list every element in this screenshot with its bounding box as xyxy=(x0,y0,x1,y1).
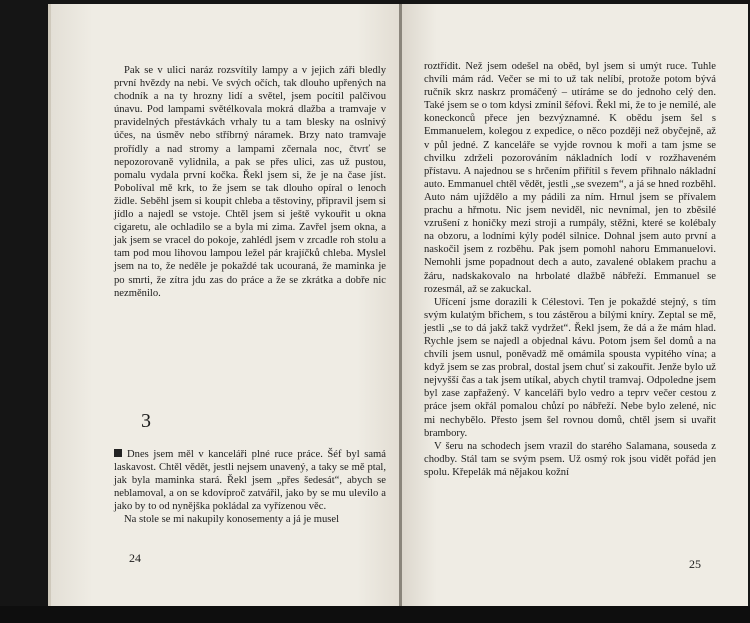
paragraph: Na stole se mi nakupily konosementy a já je musel xyxy=(124,514,340,526)
paragraph-text: Dnes jsem měl v kanceláři plné ruce práce. Šéf byl samá laskavost. Chtěl vědět, jestli nejsem unavený, a taky se mě ptal, jak byla maminka stará. Řekl jsem „přes šedesát“, abych se neblamoval, a on se kdovíproč zatvářil, jako by se mu ulevilo a jako by to od nynějška pokládal za vyřízenou věc. xyxy=(114,449,386,513)
paragraph: V šeru na schodech jsem vrazil do starého Salamana, souseda z chodby. Stál tam se svým psem. Už osmý rok jsou vidět pořád jen spolu. Křepelák má nějakou kožní xyxy=(424,440,716,478)
paragraph: Uřícení jsme dorazili k Célestovi. Ten je pokaždé stejný, s tím svým kulatým břichem, s tou zástěrou a bílými kníry. Zeptal se mě, jestli „se to dá jakž takž vydržet“. Řekl jsem, že dá a že mám hlad. Rychle jsem se najedl a objednal kávu. Potom jsem šel domů a na chvíli jsem usnul, poněvadž mě omámila spousta vypitého vína; a když jsem se zas probral, dostal jsem chuť si zakouřit. Jenže bylo už nejvyšší čas a tak jsem utíkal, abych chytil tramvaj. Odpoledne jsem byl zase zapřažený. V kanceláři bylo vedro a teprv večer cestou z práce jsem okřál pomalou chůzí po nábřeží. Nebe bylo zelené, nic mi nechybělo. Přesto jsem šel rovnou domů, chtěl jsem si uvařit brambory. xyxy=(424,296,716,439)
left-page-bottom-text xyxy=(114,448,386,527)
chapter-number: 3 xyxy=(141,410,151,432)
left-page-top-text xyxy=(114,64,386,300)
right-page-text xyxy=(424,60,716,479)
paragraph-start xyxy=(114,448,386,513)
book-spread xyxy=(48,4,748,606)
page-number-right: 25 xyxy=(689,557,701,571)
section-marker-icon xyxy=(114,449,122,457)
background-surface xyxy=(0,606,750,623)
paragraph: Pak se v ulici naráz rozsvítily lampy a v jejich záři bledly první hvězdy na nebi. Ve svých očích, tak dlouho upřených na chodník a na ty hrozny lidí a světel, jsem pocítil palčivou únavu. Pod lampami světélkovala mokrá dlažba a tramvaje v pravidelných přestávkách vrhaly tu a tam blesky na oslnivý účes, na úsměv nebo stříbrný náramek. Brzy nato tramvaje prořídly a nad stromy a lampami zčernala noc, čtvrť se nepozorovaně vylidnila, a pak se přes ulici, zas už pustou, pomalu vydala první kočka. Řekl jsem si, že je na čase jíst. Pobolíval mě krk, to že jsem se tak dlouho opíral o lenoch židle. Seběhl jsem si koupit chleba a těstoviny, připravil jsem si jídlo a najedl se vstoje. Chtěl jsem si ještě vykouřit u okna cigaretu, ale ochladilo se a byla mi zima. Zavřel jsem okna, a jak jsem se vracel do pokoje, zahlédl jsem v zrcadle roh stolu a tam pod mou lihovou lampou ležel pár krajíčků chleba. Myslel jsem na to, že neděle je pokaždé tak ucouraná, že maminka je po smrti, že zítra jdu zas do práce a že se zkrátka a dobře nic nezměnilo. xyxy=(114,65,386,299)
page-number-left: 24 xyxy=(129,551,141,565)
left-page xyxy=(48,4,399,606)
paragraph: roztřídit. Než jsem odešel na oběd, byl jsem si umýt ruce. Tuhle chvíli mám rád. Večer se mi to už tak nelíbí, protože potom bývá ručník skrz naskrz promáčený – utíráme se do jednoho celý den. Také jsem se o tom kdysi zmínil šéfovi. Řekl mi, že to je nemilé, ale koneckonců přece jen bezvýznamné. K obědu jsem šel s Emmanuelem, kolegou z expedice, o něco později než obyčejně, až v půl jedné. Z kanceláře se vyjde rovnou k moři a tam jsme se chvilku zdrželi pozorováním nákladních lodí v rozžhaveném přístavu. A najednou se s hrčením přiřítil s řevem přihnalo nákladní auto. Emmanuel chtěl vědět, jestli „se svezem“, a já se hned rozběhl. Auto nám ujíždělo a my pádili za ním. Hrnul jsem se přívalem prachu a hřmotu. Nic jsem neviděl, nic nevnímal, jen to zběsilé vzrušení z honičky mezi stroji a rumpály, stěžni, které se kolébaly na obzoru, a lodními kýly podél silnice. Dohnal jsem auto první a naskočil jsem z rozběhu. Pak jsem pomohl nahoru Emmanuelovi. Nemohli jsme popadnout dech a auto, zavalené oblakem prachu a žáru, nadskakovalo na hrbolaté dlažbě nábřeží. Emmanuel se rozesmál, až se zakuckal. xyxy=(424,61,716,295)
right-page xyxy=(402,4,748,606)
